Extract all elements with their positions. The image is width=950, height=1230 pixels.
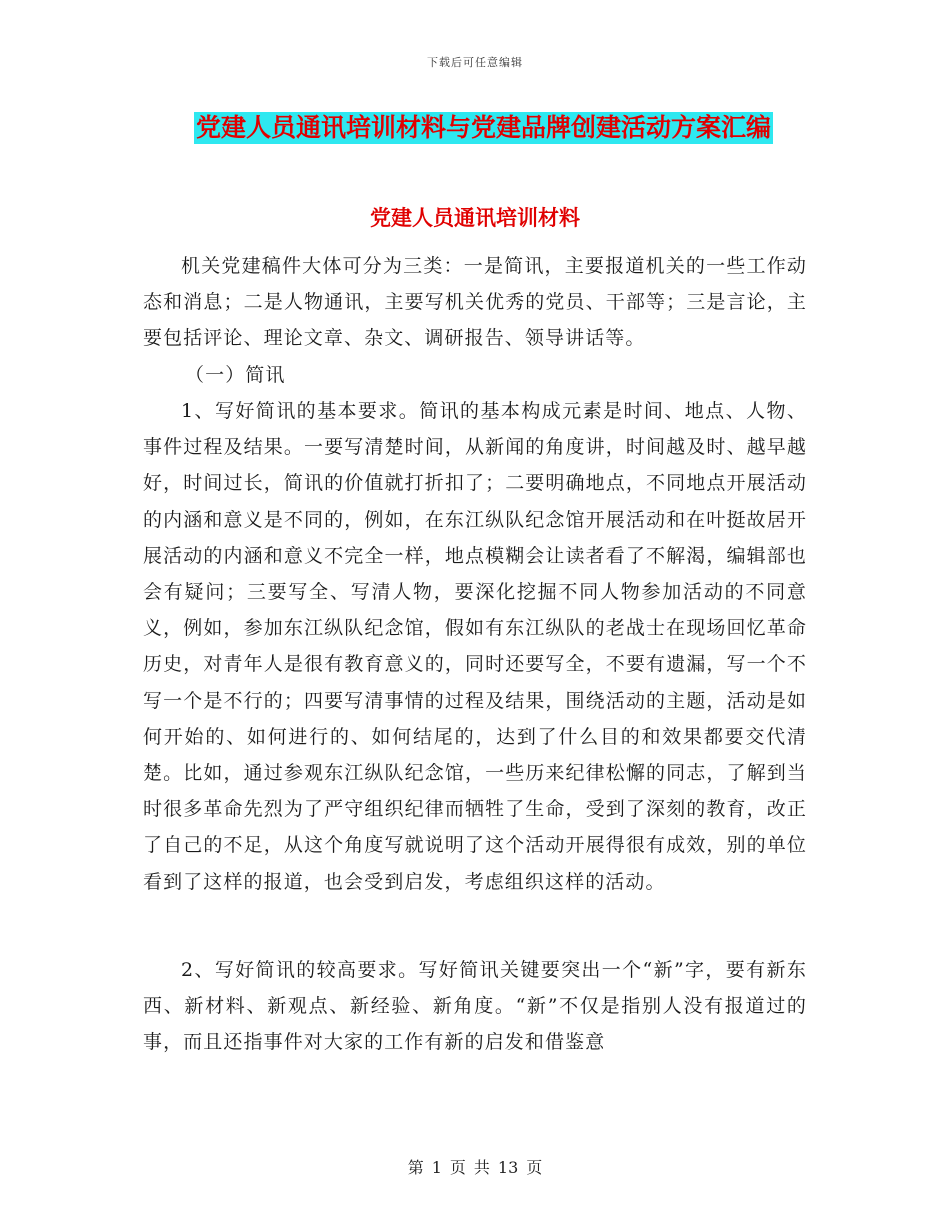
paragraph-point-2: [143, 952, 807, 1061]
paragraph-text: 机关党建稿件大体可分为三类：一是简讯，主要报道机关的一些工作动态和消息；二是人物通讯，主要写机关优秀的党员、干部等；三是言论，主要包括评论、理论文章、杂文、调研报告、领导讲话等。: [143, 255, 807, 350]
footer-total-unit: 页: [526, 1158, 543, 1177]
subheading-brief-news: （一）简讯: [185, 364, 286, 386]
paragraph-point-1: [143, 393, 807, 900]
paragraph-text: 1、写好简讯的基本要求。简讯的基本构成元素是时间、地点、人物、事件过程及结果。一要写清楚时间，从新闻的角度讲，时间越及时、越早越好，时间过长，简讯的价值就打折扣了；二要明确地点，不同地点开展活动的内涵和意义是不同的，例如，在东江纵队纪念馆开展活动和在叶挺故居开展活动的内涵和意义不完全一样，地点模糊会让读者看了不解渴，编辑部也会有疑问；三要写全、写清人物，要深化挖掘不同人物参加活动的不同意义，例如，参加东江纵队纪念馆，假如有东江纵队的老战士在现场回忆革命历史，对青年人是很有教育意义的，同时还要写全，不要有遗漏，写一个不写一个是不行的；四要写清事情的过程及结果，围绕活动的主题，活动是如何开始的、如何进行的、如何结尾的，达到了什么目的和效果都要交代清楚。比如，通过参观东江纵队纪念馆，一些历来纪律松懈的同志，了解到当时很多革命先烈为了严守组织纪律而牺牲了生命，受到了深刻的教育，改正了自己的不足，从这个角度写就说明了这个活动开展得很有成效，别的单位看到了这样的报道，也会受到启发，考虑组织这样的活动。: [143, 400, 807, 893]
document-title: 党建人员通讯培训材料与党建品牌创建活动方案汇编: [196, 113, 772, 142]
footer-page-unit: 页: [449, 1158, 466, 1177]
footer-prefix: 第: [407, 1158, 424, 1177]
paragraph-intro: [143, 248, 807, 357]
total-pages: 13: [497, 1158, 519, 1177]
header-note: 下载后可任意编辑: [427, 56, 523, 69]
footer-total-prefix: 共: [473, 1158, 490, 1177]
paragraph-text: 2、写好简讯的较高要求。写好简讯关键要突出一个“新”字，要有新东西、新材料、新观点、新经验、新角度。“新”不仅是指别人没有报道过的事，而且还指事件对大家的工作有新的启发和借鉴意: [143, 959, 807, 1054]
page-number: 1: [431, 1158, 442, 1177]
page-footer: [0, 1155, 950, 1178]
section-title: 党建人员通讯培训材料: [370, 205, 580, 230]
